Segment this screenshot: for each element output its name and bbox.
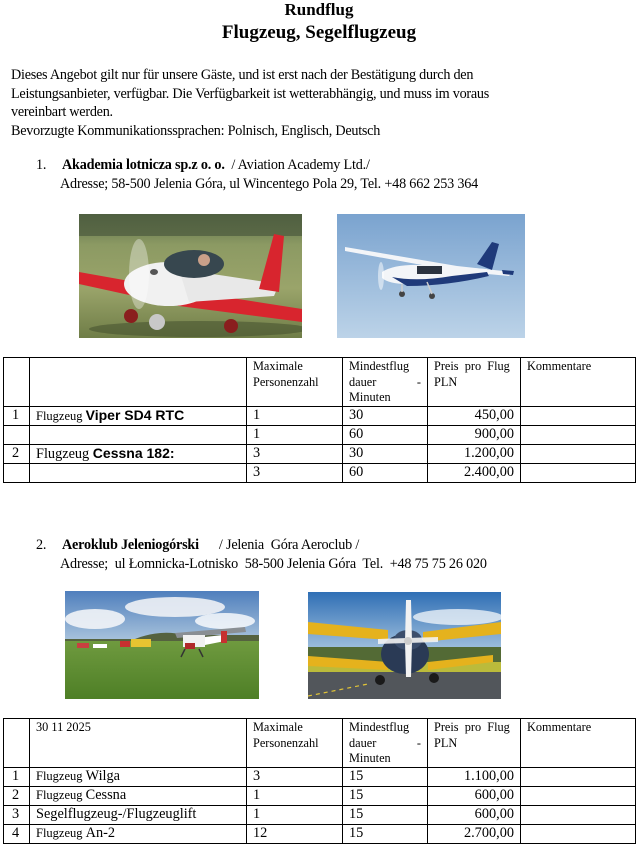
header-price <box>428 358 521 407</box>
price-table-1 <box>3 357 636 483</box>
red-white-light-aircraft-photo <box>79 214 302 338</box>
row-price: 1.100,00 <box>428 767 521 786</box>
row-comment <box>521 406 636 425</box>
intro-line: Dieses Angebot gilt nur für unsere Gäste, und ist erst nach der Bestätigung durch den <box>11 67 474 83</box>
row-aircraft <box>30 805 247 824</box>
row-max-persons: 3 <box>247 767 343 786</box>
row-index: 2 <box>4 444 30 463</box>
row-index: 3 <box>4 805 30 824</box>
aircraft-prefix: Flugzeug <box>36 445 93 462</box>
row-aircraft <box>30 425 247 444</box>
provider-name-en: / Aviation Academy Ltd./ <box>224 157 370 173</box>
aircraft-model: Cessna 182: <box>92 444 175 461</box>
row-max-persons: 12 <box>247 824 343 843</box>
header-text: dauer <box>349 735 377 750</box>
cessna-in-flight-photo <box>337 214 525 338</box>
page-title: Rundflug <box>284 0 354 19</box>
header-text-row <box>349 375 421 391</box>
row-max-persons: 1 <box>247 786 343 805</box>
header-text: Mindestflug <box>349 359 410 373</box>
row-index: 2 <box>4 786 30 805</box>
row-price: 450,00 <box>428 406 521 425</box>
table-header-row <box>4 719 636 768</box>
row-comment <box>521 463 636 482</box>
row-price: 600,00 <box>428 805 521 824</box>
header-index-cell <box>4 358 30 407</box>
aircraft-model: Viper SD4 RTC <box>85 406 185 423</box>
aircraft-prefix: Flugzeug <box>36 787 86 802</box>
row-comment <box>521 786 636 805</box>
aircraft-prefix: Flugzeug <box>36 768 86 783</box>
row-aircraft <box>30 786 247 805</box>
header-note-cell: 30 11 2025 <box>30 719 247 768</box>
header-comments: Kommentare <box>521 358 636 407</box>
header-comments: Kommentare <box>521 719 636 768</box>
intro-line: Leistungsanbieter, verfügbar. Die Verfügbarkeit ist wetterabhängig, und muss im voraus <box>11 85 490 102</box>
price-table-2 <box>3 718 636 844</box>
provider-name: Aeroklub Jeleniogórski <box>62 537 199 553</box>
row-comment <box>521 767 636 786</box>
provider-number: 1. <box>36 157 47 173</box>
row-aircraft <box>30 444 247 463</box>
aircraft-model: Segelflugzeug-/Flugzeuglift <box>36 805 197 822</box>
languages-line: Bevorzugte Kommunikationssprachen: Polnisch, Englisch, Deutsch <box>11 122 381 139</box>
row-index: 4 <box>4 824 30 843</box>
header-max-persons <box>247 719 343 768</box>
table-row <box>4 463 636 482</box>
header-text: Minuten <box>349 390 391 404</box>
row-index <box>4 463 30 482</box>
row-index: 1 <box>4 406 30 425</box>
row-duration: 30 <box>343 406 428 425</box>
aircraft-model: Wilga <box>85 767 121 784</box>
header-text: Personenzahl <box>253 374 319 389</box>
row-price: 900,00 <box>428 425 521 444</box>
aircraft-model: Cessna <box>85 786 127 803</box>
header-duration <box>343 719 428 768</box>
row-aircraft <box>30 767 247 786</box>
table-header-row <box>4 358 636 407</box>
row-index <box>4 425 30 444</box>
header-text: Preis pro Flug <box>434 720 510 734</box>
intro-text <box>11 66 611 140</box>
header-text: Maximale <box>253 720 303 734</box>
row-duration: 60 <box>343 463 428 482</box>
page-subtitle: Flugzeug, Segelflugzeug <box>221 22 417 43</box>
row-duration: 15 <box>343 786 428 805</box>
row-price: 1.200,00 <box>428 444 521 463</box>
row-duration: 15 <box>343 824 428 843</box>
table-row <box>4 805 636 824</box>
header-text: PLN <box>434 374 458 389</box>
row-aircraft <box>30 406 247 425</box>
header-text: Preis pro Flug <box>434 359 510 373</box>
table-row <box>4 406 636 425</box>
intro-line: vereinbart werden. <box>11 104 113 121</box>
header-text: Maximale <box>253 359 303 373</box>
provider-name-en: / Jelenia Góra Aeroclub / <box>198 537 360 553</box>
row-max-persons: 3 <box>247 444 343 463</box>
provider-1-heading <box>36 156 478 193</box>
header-text-row <box>349 736 421 752</box>
row-comment <box>521 805 636 824</box>
aircraft-prefix: Flugzeug <box>36 408 86 423</box>
provider-name: Akademia lotnicza sp.z o. o. <box>62 157 225 173</box>
row-duration: 15 <box>343 767 428 786</box>
row-aircraft <box>30 824 247 843</box>
aircraft-prefix: Flugzeug <box>36 825 86 840</box>
row-price: 2.400,00 <box>428 463 521 482</box>
provider-address: Adresse; ul Łomnicka-Lotnisko 58-500 Jelenia Góra Tel. +48 75 75 26 020 <box>60 555 487 572</box>
header-text: - <box>416 735 421 750</box>
header-text: dauer <box>349 374 377 389</box>
row-aircraft <box>30 463 247 482</box>
airfield-wilga-photo <box>65 591 259 699</box>
row-duration: 15 <box>343 805 428 824</box>
table-row <box>4 786 636 805</box>
header-text: Mindestflug <box>349 720 410 734</box>
header-text: Minuten <box>349 751 391 765</box>
provider-address: Adresse; 58-500 Jelenia Góra, ul Wincentego Pola 29, Tel. +48 662 253 364 <box>60 175 479 192</box>
header-duration <box>343 358 428 407</box>
table-row <box>4 444 636 463</box>
row-max-persons: 1 <box>247 425 343 444</box>
row-price: 2.700,00 <box>428 824 521 843</box>
row-duration: 30 <box>343 444 428 463</box>
header-index-cell <box>4 719 30 768</box>
provider-number: 2. <box>36 537 47 553</box>
row-max-persons: 1 <box>247 805 343 824</box>
header-text: - <box>416 374 421 389</box>
row-duration: 60 <box>343 425 428 444</box>
table-row <box>4 767 636 786</box>
header-note-cell <box>30 358 247 407</box>
row-comment <box>521 444 636 463</box>
row-max-persons: 1 <box>247 406 343 425</box>
row-index: 1 <box>4 767 30 786</box>
provider-2-heading <box>36 536 487 573</box>
table-row <box>4 824 636 843</box>
row-comment <box>521 425 636 444</box>
header-text: Personenzahl <box>253 735 319 750</box>
an2-biplane-photo <box>308 592 501 699</box>
aircraft-model: An-2 <box>85 824 116 841</box>
row-max-persons: 3 <box>247 463 343 482</box>
header-price <box>428 719 521 768</box>
table-row <box>4 425 636 444</box>
row-comment <box>521 824 636 843</box>
header-max-persons <box>247 358 343 407</box>
header-text: PLN <box>434 735 458 750</box>
row-price: 600,00 <box>428 786 521 805</box>
